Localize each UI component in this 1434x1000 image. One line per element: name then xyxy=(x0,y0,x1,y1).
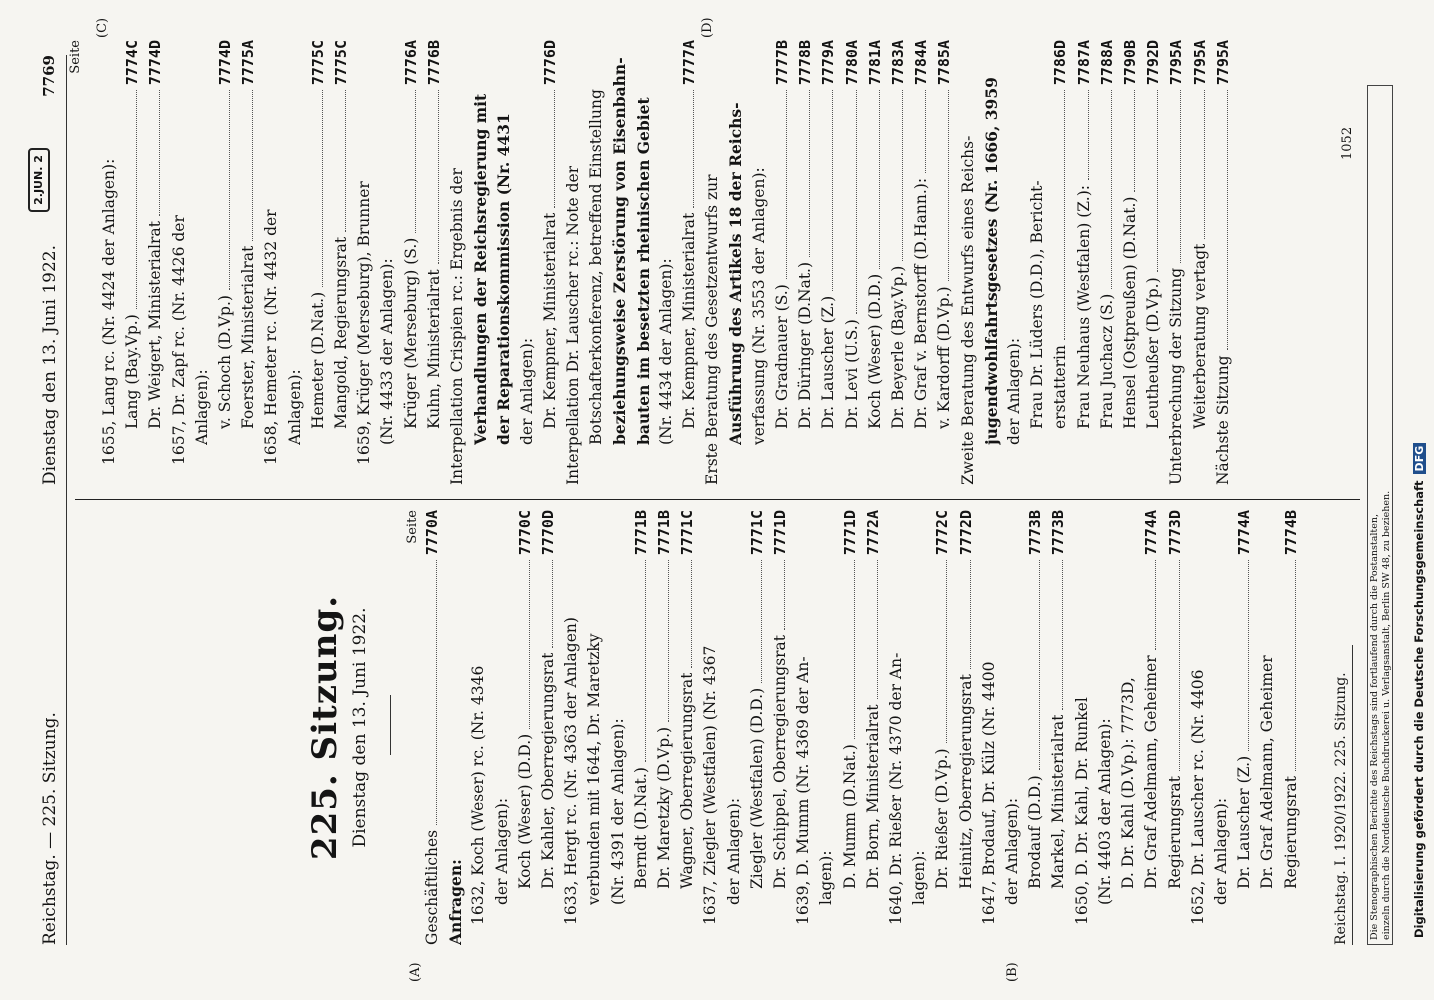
toc-entry-text: (Nr. 4403 der Anlagen): xyxy=(1095,718,1114,905)
toc-entry-text: Lang (Bay.Vp.) xyxy=(123,314,142,429)
toc-entry xyxy=(353,40,376,485)
toc-entry-text: der Anlagen): xyxy=(1003,797,1022,905)
toc-entry xyxy=(444,510,467,945)
toc-entry xyxy=(376,40,399,485)
toc-entry-text: Hemeter (D.Nat.) xyxy=(308,291,327,429)
toc-entry-page: 7778B xyxy=(796,40,815,86)
toc-entry xyxy=(607,510,630,945)
toc-entry-text: 1650, D. Dr. Kahl, Dr. Runkel xyxy=(1072,697,1091,925)
toc-entry-text: Mangold, Regierungsrat xyxy=(332,236,351,429)
toc-entry-text: v. Kardorff (D.Vp.) xyxy=(935,286,954,429)
toc-entry-text: Dr. Weigert, Ministerialrat xyxy=(146,221,165,429)
toc-entry-text: Dr. Graf Adelmann, Geheimer xyxy=(1142,655,1161,889)
toc-entry xyxy=(191,40,214,485)
toc-entry xyxy=(1189,40,1212,485)
toc-entry-text: Ausführung des Artikels 18 der Reichs- xyxy=(726,102,746,445)
toc-entry xyxy=(653,510,676,945)
toc-entry xyxy=(955,510,978,945)
toc-entry xyxy=(771,40,794,485)
toc-entry-text: der Anlagen): xyxy=(517,337,536,445)
dot-leader xyxy=(879,90,880,269)
toc-entry xyxy=(237,40,260,485)
toc-entry xyxy=(908,510,931,945)
toc-entry-text: Dr. Maretzky (D.Vp.) xyxy=(655,726,674,889)
toc-entry-text: 1652, Dr. Lauscher rc. (Nr. 4406 xyxy=(1188,669,1207,925)
dot-leader xyxy=(554,90,555,208)
toc-entry-page: 7773D xyxy=(1165,510,1184,556)
dot-leader xyxy=(902,90,903,261)
toc-entry xyxy=(467,510,490,945)
toc-entry-text: D. Mumm (D.Nat.) xyxy=(840,744,859,889)
toc-entry-page: 7771D xyxy=(840,510,859,556)
toc-entry xyxy=(980,40,1003,485)
dot-leader xyxy=(693,90,694,208)
toc-entry xyxy=(469,40,492,485)
toc-entry xyxy=(701,40,724,485)
toc-entry-page: 7779A xyxy=(819,40,838,86)
entries-left xyxy=(421,510,1303,945)
toc-entry-text: 1655, Lang rc. (Nr. 4424 der Anlagen): xyxy=(100,158,118,465)
toc-entry xyxy=(1003,40,1026,485)
toc-entry-text: Markel, Ministerialrat xyxy=(1049,714,1068,889)
toc-entry-text: Anlagen): xyxy=(285,369,304,445)
toc-entry xyxy=(1164,510,1187,945)
toc-entry-page: 7772D xyxy=(956,510,975,556)
dot-leader xyxy=(832,90,833,291)
dot-leader xyxy=(1064,90,1065,340)
toc-entry-text: bauten im besetzten rheinischen Gebiet xyxy=(633,97,653,445)
toc-entry xyxy=(1187,510,1210,945)
toc-entry-page: 7795A xyxy=(1167,40,1186,86)
footer-notice-line-1: Die Stenographischen Berichte des Reichstags sind fortlaufend durch die Postanstalten, xyxy=(1369,514,1380,940)
toc-entry xyxy=(214,40,237,485)
toc-entry-text: Leutheußer (D.Vp.) xyxy=(1144,277,1163,429)
toc-entry-text: der Anlagen): xyxy=(492,797,511,905)
toc-entry-page: 7784A xyxy=(912,40,931,86)
toc-entry-text: Interpellation Dr. Lauscher rc.: Note der xyxy=(564,165,583,485)
toc-entry-page: 7775A xyxy=(239,40,258,86)
toc-entry-text: (Nr. 4434 der Anlagen): xyxy=(656,258,675,445)
toc-entry xyxy=(885,510,908,945)
toc-entry-text: Hensel (Ostpreußen) (D.Nat.) xyxy=(1120,196,1139,429)
toc-entry-text: Dr. Lauscher (Z.) xyxy=(819,295,838,429)
toc-entry xyxy=(1256,510,1279,945)
entries-right xyxy=(98,40,1235,485)
toc-entry-text: der Reparationskommission (Nr. 4431 xyxy=(494,113,514,445)
toc-entry-text: Zweite Beratung des Entwurfs eines Reichs- xyxy=(958,135,977,485)
toc-entry-text: Dr. Rießer (D.Vp.) xyxy=(933,748,952,889)
toc-entry-text: 1632, Koch (Weser) rc. (Nr. 4346 xyxy=(469,665,488,925)
toc-entry-text: (Nr. 4391 der Anlagen): xyxy=(608,718,627,905)
toc-entry-text: 1658, Hemeter rc. (Nr. 4432 der xyxy=(262,209,281,465)
dfg-logo: DFG xyxy=(1413,443,1426,475)
dot-leader xyxy=(946,560,947,743)
toc-entry-text: Frau Juchacz (S.) xyxy=(1097,293,1116,429)
received-stamp: 2.JUN. 2 xyxy=(28,148,50,212)
toc-entry xyxy=(260,40,283,485)
toc-entry-text: D. Dr. Kahl (D.Vp.): 7773D, xyxy=(1119,677,1138,889)
toc-entry-text: 1633, Hergt rc. (Nr. 4363 der Anlagen) xyxy=(562,617,581,925)
toc-entry-page: 7771B xyxy=(631,510,650,556)
dot-leader xyxy=(645,560,646,762)
column-divider xyxy=(75,499,1360,500)
toc-entry xyxy=(1142,40,1165,485)
dot-leader xyxy=(136,90,137,309)
header-rule xyxy=(66,55,67,945)
toc-entry-text: Anlagen): xyxy=(192,369,211,445)
toc-entry-text: verfassung (Nr. 3553 der Anlagen): xyxy=(749,167,768,445)
margin-mark-a: (A) xyxy=(408,962,423,982)
dot-leader xyxy=(925,90,926,173)
toc-entry xyxy=(864,40,887,485)
toc-entry xyxy=(330,40,353,485)
toc-entry xyxy=(583,510,606,945)
toc-entry xyxy=(841,40,864,485)
margin-mark-d: (D) xyxy=(700,17,715,38)
toc-entry xyxy=(887,40,910,485)
toc-entry xyxy=(862,510,885,945)
toc-entry xyxy=(98,40,121,485)
toc-entry-text: Dr. Kempner, Ministerialrat xyxy=(540,212,559,429)
toc-entry-page: 7776B xyxy=(424,40,443,86)
toc-entry-page: 7776A xyxy=(401,40,420,86)
toc-entry xyxy=(676,510,699,945)
dot-leader xyxy=(856,90,857,314)
toc-entry-text: Botschafterkonferenz, betreffend Einstellung xyxy=(587,89,606,445)
toc-entry-text: Nächste Sitzung xyxy=(1213,355,1232,485)
toc-entry xyxy=(560,510,583,945)
toc-entry-text: Dr. Graf Adelmann, Geheimer xyxy=(1258,655,1277,889)
toc-entry-page: 7774C xyxy=(123,40,142,86)
dot-leader xyxy=(784,560,785,630)
toc-entry xyxy=(537,510,560,945)
toc-entry xyxy=(585,40,608,485)
toc-entry xyxy=(1096,40,1119,485)
dot-leader xyxy=(877,560,878,699)
dot-leader xyxy=(345,90,346,232)
toc-entry xyxy=(1026,40,1049,485)
toc-entry xyxy=(978,510,1001,945)
toc-entry xyxy=(1094,510,1117,945)
toc-entry-text: Brodauf (D.D.) xyxy=(1026,775,1045,889)
toc-entry xyxy=(815,510,838,945)
margin-mark-c: (C) xyxy=(95,17,110,38)
toc-entry-text: Kuhn, Ministerialrat xyxy=(424,269,443,429)
toc-entry xyxy=(144,40,167,485)
toc-entry xyxy=(121,40,144,485)
dot-leader xyxy=(1179,560,1180,771)
toc-entry xyxy=(491,510,514,945)
toc-entry-text: Dr. Beyerle (Bay.Vp.) xyxy=(888,265,907,429)
toc-entry-text: Wagner, Oberregierungsrat xyxy=(678,672,697,889)
toc-entry-text: Dr. Kahler, Oberregierungsrat xyxy=(539,652,558,889)
toc-entry-text: 1647, Brodauf, Dr. Külz (Nr. 4400 xyxy=(979,661,998,925)
toc-entry-page: 7774D xyxy=(216,40,235,86)
toc-entry-page: 7771B xyxy=(655,510,674,556)
toc-entry-text: Dr. Gradnauer (S.) xyxy=(772,284,791,429)
toc-entry-text: Interpellation Crispien rc.: Ergebnis der xyxy=(448,168,467,485)
dot-leader xyxy=(436,560,437,825)
dot-leader xyxy=(786,90,787,279)
toc-entry xyxy=(539,40,562,485)
toc-entry-page: 7771D xyxy=(771,510,790,556)
toc-entry xyxy=(632,40,655,485)
digitization-text: Digitalisierung gefördert durch die Deutsche Forschungsgemeinschaft xyxy=(1412,480,1426,938)
dot-leader xyxy=(1111,90,1112,289)
toc-entry xyxy=(817,40,840,485)
dot-leader xyxy=(159,90,160,216)
toc-entry xyxy=(1119,40,1142,485)
toc-entry-text: Weiterberatung vertagt xyxy=(1190,243,1209,429)
dot-leader xyxy=(252,90,253,241)
toc-entry xyxy=(307,40,330,485)
dot-leader xyxy=(1062,560,1063,709)
toc-entry-text: 1659, Krüger (Merseburg), Brunner xyxy=(355,181,374,465)
footer-left: Reichstag. I. 1920/1922. 225. Sitzung. xyxy=(1333,672,1349,945)
toc-entry xyxy=(562,40,585,485)
toc-entry xyxy=(655,40,678,485)
toc-entry xyxy=(1071,510,1094,945)
toc-entry-text: Frau Dr. Lüders (D.D.), Bericht- xyxy=(1028,180,1047,429)
toc-entry-page: 7771C xyxy=(678,510,697,556)
toc-entry-page: 7777B xyxy=(772,40,791,86)
toc-entry-text: erstatterin xyxy=(1051,345,1070,429)
toc-entry xyxy=(400,40,423,485)
toc-entry-page: 7795A xyxy=(1190,40,1209,86)
toc-entry-text: der Anlagen): xyxy=(1004,337,1023,445)
toc-entry-text: Dr. Düringer (D.Nat.) xyxy=(796,261,815,429)
toc-entry xyxy=(1024,510,1047,945)
toc-entry-page: 7775C xyxy=(308,40,327,86)
toc-entry-page: 7774A xyxy=(1235,510,1254,556)
digitization-note xyxy=(1412,443,1426,938)
page-subtitle: Dienstag den 13. Juni 1922. xyxy=(350,607,370,848)
toc-entry-page: 7776D xyxy=(540,40,559,86)
dot-leader xyxy=(1248,560,1249,751)
toc-entry xyxy=(608,40,631,485)
toc-entry xyxy=(699,510,722,945)
header-date: Dienstag den 13. Juni 1922. xyxy=(40,244,60,485)
toc-entry-text: Erste Beratung des Gesetzentwurfs zur xyxy=(703,174,722,485)
header-page-number: 7769 xyxy=(40,55,58,97)
toc-entry xyxy=(723,510,746,945)
toc-entry xyxy=(168,40,191,485)
dot-leader xyxy=(970,560,971,669)
toc-entry-text: Koch (Weser) (D.D.) xyxy=(865,273,884,429)
toc-entry-text: Dr. Lauscher (Z.) xyxy=(1235,755,1254,889)
toc-entry xyxy=(1233,510,1256,945)
toc-entry xyxy=(748,40,771,485)
dot-leader xyxy=(1204,90,1205,238)
toc-entry xyxy=(514,510,537,945)
dot-leader xyxy=(415,90,416,233)
seite-label: Seite xyxy=(405,510,420,544)
toc-entry-text: Geschäftliches xyxy=(423,829,441,945)
dot-leader xyxy=(668,560,669,722)
dot-leader xyxy=(1157,90,1158,272)
toc-entry-page: 7775C xyxy=(332,40,351,86)
dot-leader xyxy=(1155,560,1156,650)
toc-entry xyxy=(630,510,653,945)
toc-entry xyxy=(516,40,539,485)
toc-entry-text: 1640, Dr. Rießer (Nr. 4370 der An- xyxy=(887,652,906,925)
toc-entry-text: (Nr. 4433 der Anlagen): xyxy=(378,258,397,445)
toc-entry-text: Ziegler (Westfalen) (D.D.) xyxy=(747,687,766,889)
toc-entry xyxy=(492,40,515,485)
page-title: 225. Sitzung. xyxy=(305,594,345,861)
toc-entry xyxy=(1140,510,1163,945)
toc-entry xyxy=(792,510,815,945)
toc-entry-text: Heinitz, Oberregierungsrat xyxy=(956,674,975,889)
toc-entry xyxy=(1049,40,1072,485)
toc-entry-page: 7773B xyxy=(1049,510,1068,556)
toc-entry-text: Regierungsrat xyxy=(1281,775,1300,889)
toc-entry xyxy=(1047,510,1070,945)
toc-entry-page: 7795A xyxy=(1213,40,1232,86)
dot-leader xyxy=(552,560,553,647)
toc-entry-text: 1637, Ziegler (Westfalen) (Nr. 4367 xyxy=(701,645,720,925)
dot-leader xyxy=(809,90,810,257)
dot-leader xyxy=(1088,90,1089,180)
footer-rule xyxy=(1352,645,1353,945)
dot-leader xyxy=(691,560,692,667)
dot-leader xyxy=(948,90,949,281)
toc-entry xyxy=(931,510,954,945)
toc-entry-page: 7774D xyxy=(146,40,165,86)
toc-entry xyxy=(1280,510,1303,945)
toc-entry-text: Berndt (D.Nat.) xyxy=(631,767,650,889)
toc-entry-text: Dr. Kempner, Ministerialrat xyxy=(680,212,699,429)
contents-column-left xyxy=(380,510,1303,945)
toc-entry-text: Unterbrechung der Sitzung xyxy=(1167,267,1186,485)
toc-entry-text: der Anlagen): xyxy=(724,797,743,905)
dot-leader xyxy=(1134,90,1135,191)
toc-entry-text: jugendwohlfahrtsgesetzes (Nr. 1666, 3959 xyxy=(981,77,1001,445)
toc-entry xyxy=(957,40,980,485)
dot-leader xyxy=(229,90,230,290)
dot-leader xyxy=(761,560,762,683)
toc-entry xyxy=(423,40,446,485)
toc-entry-page: 7786D xyxy=(1051,40,1070,86)
toc-entry-page: 7787A xyxy=(1074,40,1093,86)
toc-entry-text: Dr. Schippel, Oberregierungsrat xyxy=(771,634,790,889)
toc-entry xyxy=(1210,510,1233,945)
toc-entry-page: 7771C xyxy=(747,510,766,556)
toc-entry-page: 7781A xyxy=(865,40,884,86)
toc-entry-page: 7780A xyxy=(842,40,861,86)
toc-entry xyxy=(1001,510,1024,945)
toc-entry xyxy=(421,510,444,945)
toc-entry xyxy=(794,40,817,485)
toc-entry-page: 7792D xyxy=(1144,40,1163,86)
toc-entry-page: 7774A xyxy=(1142,510,1161,556)
toc-entry-page: 7774B xyxy=(1281,510,1300,556)
toc-entry-page: 7790B xyxy=(1120,40,1139,86)
contents-column-right xyxy=(68,40,1235,485)
margin-mark-b: (B) xyxy=(1005,962,1020,982)
toc-entry xyxy=(446,40,469,485)
toc-entry-text: Dr. Born, Ministerialrat xyxy=(863,704,882,889)
toc-entry-text: der Anlagen): xyxy=(1211,797,1230,905)
dot-leader xyxy=(1227,90,1228,350)
toc-entry-text: beziehungsweise Zerstörung von Eisenbahn- xyxy=(610,57,630,445)
seite-label-right: Seite xyxy=(68,40,83,74)
toc-entry-page: 7772A xyxy=(863,510,882,556)
toc-entry-text: Regierungsrat xyxy=(1165,775,1184,889)
toc-entry-text: Frau Neuhaus (Westfalen) (Z.): xyxy=(1074,185,1093,429)
toc-entry-text: Verhandlungen der Reichsregierung mit xyxy=(471,93,491,445)
toc-entry xyxy=(1212,40,1235,485)
toc-entry-text: Foerster, Ministerialrat xyxy=(239,245,258,429)
toc-entry-text: v. Schoch (D.Vp.) xyxy=(216,295,235,429)
toc-entry-page: 7772C xyxy=(933,510,952,556)
toc-entry-text: lagen): xyxy=(910,850,929,905)
toc-entry xyxy=(678,40,701,485)
dot-leader xyxy=(438,90,439,264)
toc-entry xyxy=(1073,40,1096,485)
toc-entry-page: 7770D xyxy=(539,510,558,556)
toc-entry-page: 7788A xyxy=(1097,40,1116,86)
toc-entry-page: 7770C xyxy=(515,510,534,556)
toc-entry-text: Anfragen: xyxy=(446,859,466,945)
footer-sheet-number: 1052 xyxy=(1340,126,1355,160)
toc-entry xyxy=(769,510,792,945)
toc-entry xyxy=(746,510,769,945)
toc-entry-text: Krüger (Merseburg) (S.) xyxy=(401,237,420,429)
dot-leader xyxy=(322,90,323,287)
toc-entry xyxy=(839,510,862,945)
toc-entry-text: 1639, D. Mumm (Nr. 4369 der An- xyxy=(794,656,813,925)
dot-leader xyxy=(854,560,855,739)
header-left: Reichstag. — 225. Sitzung. xyxy=(40,712,60,945)
toc-entry xyxy=(910,40,933,485)
toc-entry-page: 7770A xyxy=(423,510,441,556)
toc-entry xyxy=(1117,510,1140,945)
toc-entry-page: 7785A xyxy=(935,40,954,86)
toc-entry xyxy=(724,40,747,485)
dot-leader xyxy=(1180,90,1181,263)
toc-entry-page: 7777A xyxy=(680,40,699,86)
toc-entry-text: Koch (Weser) (D.D.) xyxy=(515,733,534,889)
dot-leader xyxy=(1039,560,1040,770)
toc-entry xyxy=(284,40,307,485)
toc-entry-text: 1657, Dr. Zapf rc. (Nr. 4426 der xyxy=(169,215,188,465)
dot-leader xyxy=(1295,560,1296,771)
dot-leader xyxy=(529,560,530,729)
toc-entry-text: verbunden mit 1644, Dr. Maretzky xyxy=(585,633,604,905)
toc-entry-text: Dr. Levi (U.S.) xyxy=(842,319,861,429)
toc-entry-text: Dr. Graf v. Bernstorff (D.Hann.): xyxy=(912,177,931,429)
toc-entry xyxy=(933,40,956,485)
toc-entry xyxy=(1165,40,1188,485)
footer-notice-box xyxy=(1367,85,1393,945)
toc-entry-page: 7783A xyxy=(888,40,907,86)
toc-entry-text: lagen): xyxy=(817,850,836,905)
toc-entry-page: 7773B xyxy=(1026,510,1045,556)
footer-notice-line-2: einzeln durch die Norddeutsche Buchdruckerei u. Verlagsanstalt, Berlin SW 48, zu beziehen. xyxy=(1381,490,1392,940)
